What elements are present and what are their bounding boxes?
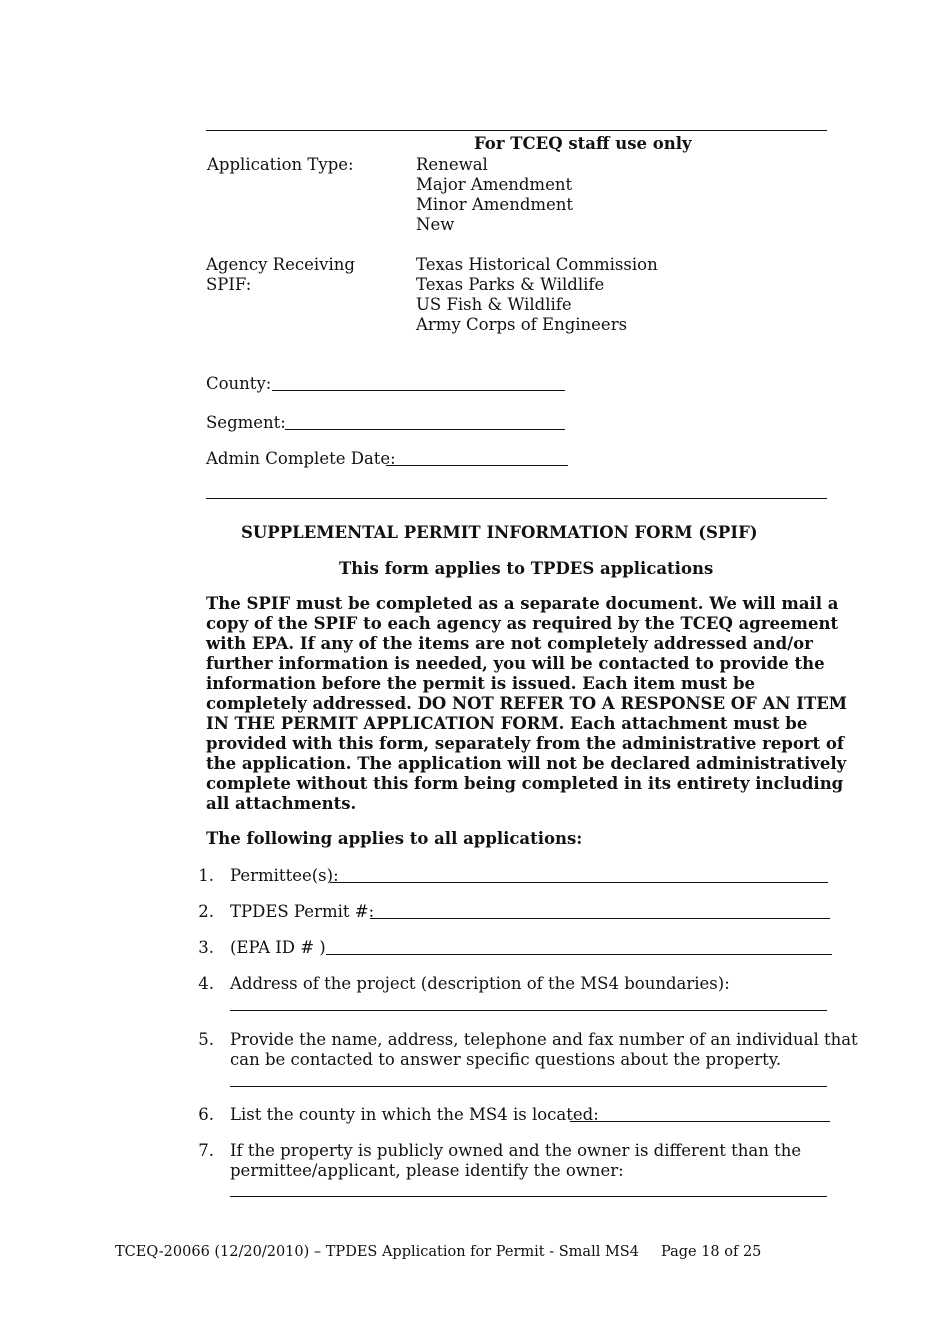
project-address-field[interactable] [230, 1010, 827, 1011]
instructions-paragraph [206, 594, 848, 814]
county-field[interactable] [272, 390, 565, 391]
application-type-label: Application Type: [207, 155, 354, 174]
agency-label: SPIF: [206, 275, 252, 294]
item-number: 6. [198, 1105, 214, 1124]
instructions-line: information before the permit is issued. Each item must be [206, 674, 756, 693]
item-number: 7. [198, 1141, 214, 1160]
instructions-line: provided with this form, separately from the administrative report of [206, 734, 845, 753]
instructions-line: complete without this form being completed in its entirety including [206, 774, 844, 793]
county-label: County: [206, 374, 272, 393]
instructions-line: The SPIF must be completed as a separate document. We will mail a [206, 594, 839, 613]
project-address-label: Address of the project (description of the MS4 boundaries): [230, 974, 730, 993]
item-number: 4. [198, 974, 214, 993]
agency-option: Army Corps of Engineers [416, 315, 628, 334]
top-rule [206, 130, 827, 131]
applies-heading: The following applies to all applications: [206, 829, 583, 848]
contact-label: Provide the name, address, telephone and fax number of an individual that [230, 1030, 858, 1049]
permittee-field[interactable] [330, 882, 828, 883]
application-type-option: Minor Amendment [416, 195, 574, 214]
agency-label: Agency Receiving [206, 255, 355, 274]
segment-field[interactable] [285, 429, 565, 430]
admin-date-field[interactable] [386, 465, 568, 466]
owner-field[interactable] [230, 1196, 827, 1197]
application-type-option: Major Amendment [416, 175, 573, 194]
application-type-option: New [416, 215, 455, 234]
agency-option: US Fish & Wildlife [416, 295, 572, 314]
epa-id-field[interactable] [326, 954, 832, 955]
application-type-option: Renewal [416, 155, 488, 174]
form-title: SUPPLEMENTAL PERMIT INFORMATION FORM (SPIF) [241, 523, 758, 542]
item-number: 1. [198, 866, 214, 885]
owner-label: permittee/applicant, please identify the owner: [230, 1161, 624, 1180]
segment-label: Segment: [206, 413, 286, 432]
instructions-line: IN THE PERMIT APPLICATION FORM. Each attachment must be [206, 714, 808, 733]
ms4-county-label: List the county in which the MS4 is located: [230, 1105, 599, 1124]
contact-field[interactable] [230, 1086, 827, 1087]
item-number: 2. [198, 902, 214, 921]
agency-option: Texas Parks & Wildlife [416, 275, 605, 294]
permittee-label: Permittee(s): [230, 866, 339, 885]
item-number: 5. [198, 1030, 214, 1049]
epa-id-label: (EPA ID # ) [230, 938, 326, 957]
instructions-line: with EPA. If any of the items are not completely addressed and/or [206, 634, 813, 653]
instructions-line: the application. The application will not be declared administratively [206, 754, 847, 773]
staff-use-header: For TCEQ staff use only [474, 134, 692, 153]
owner-label: If the property is publicly owned and the owner is different than the [230, 1141, 802, 1160]
form-subtitle: This form applies to TPDES applications [339, 559, 714, 578]
contact-label: can be contacted to answer specific questions about the property. [230, 1050, 782, 1069]
instructions-line: copy of the SPIF to each agency as required by the TCEQ agreement [206, 614, 839, 633]
instructions-line: all attachments. [206, 794, 357, 813]
admin-date-label: Admin Complete Date: [206, 449, 396, 468]
footer-doc-id: TCEQ-20066 (12/20/2010) – TPDES Application for Permit - Small MS4 [115, 1244, 639, 1260]
divider-rule [206, 498, 827, 499]
tpdes-permit-field[interactable] [370, 918, 830, 919]
instructions-line: further information is needed, you will be contacted to provide the [206, 654, 825, 673]
agency-option: Texas Historical Commission [416, 255, 658, 274]
item-number: 3. [198, 938, 214, 957]
footer-page-number: Page 18 of 25 [660, 1244, 762, 1260]
page-footer [115, 1243, 761, 1261]
tpdes-permit-label: TPDES Permit #: [230, 902, 375, 921]
ms4-county-field[interactable] [570, 1121, 830, 1122]
instructions-line: completely addressed. DO NOT REFER TO A RESPONSE OF AN ITEM [206, 694, 848, 713]
